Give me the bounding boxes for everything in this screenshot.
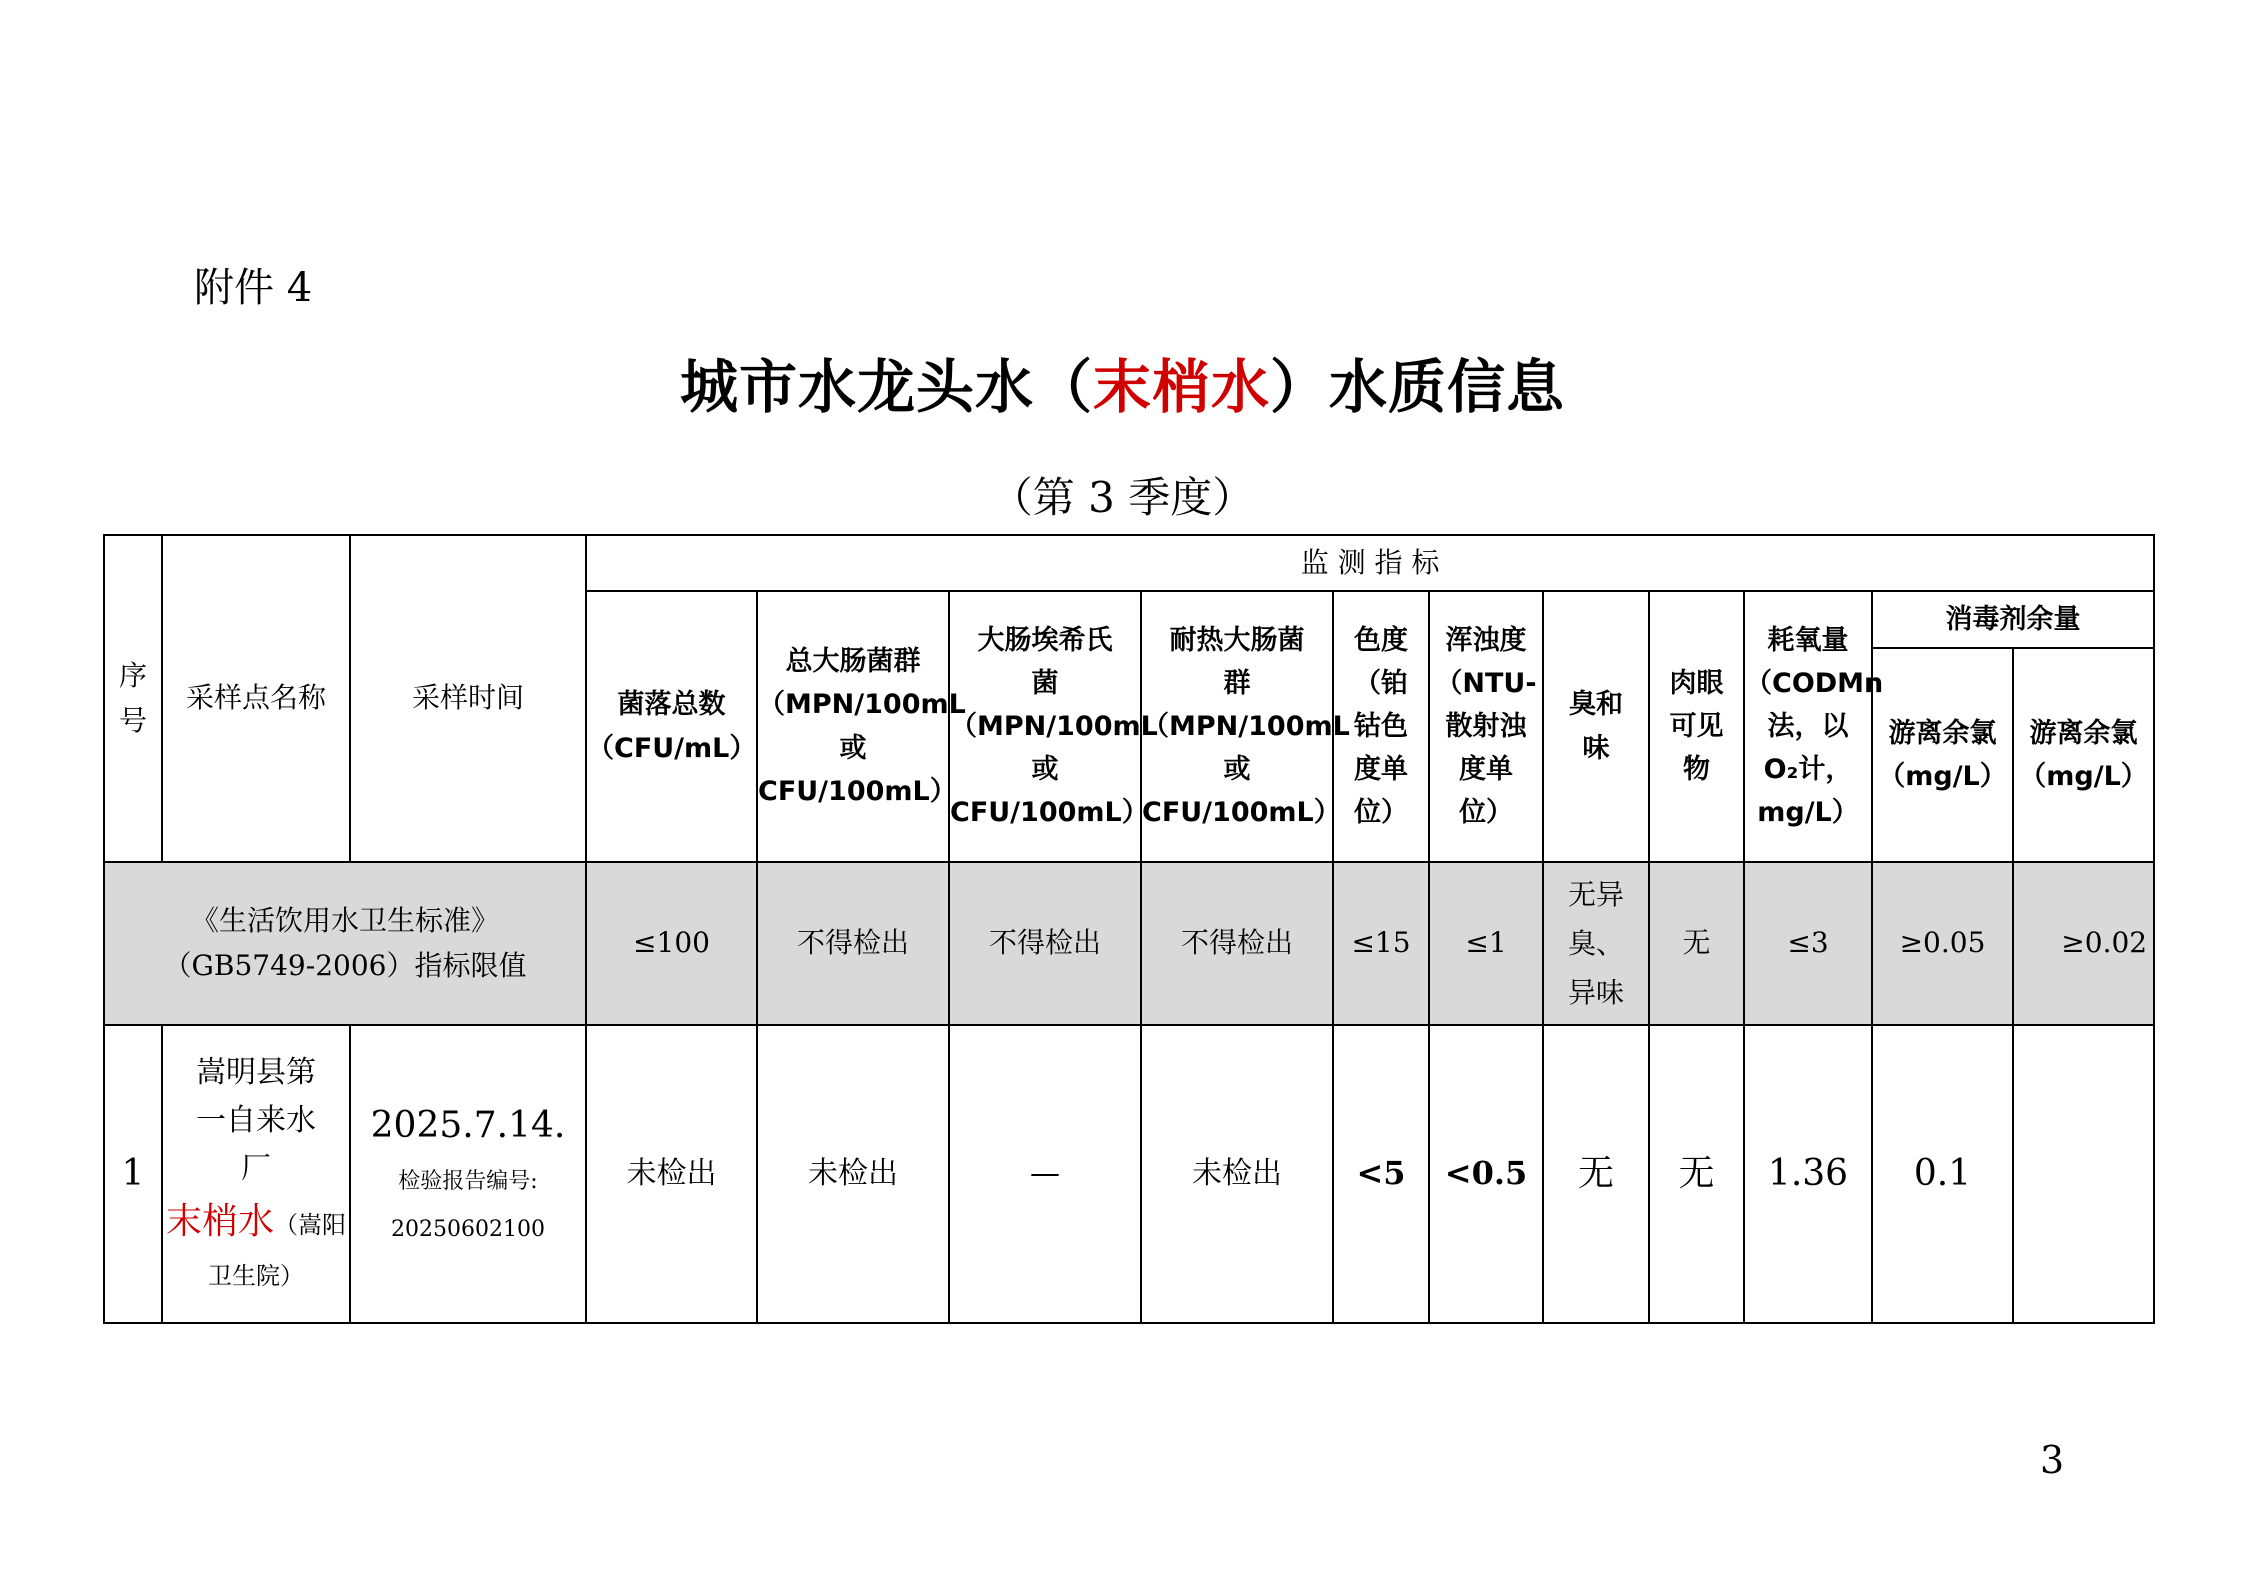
title-red-text: 末梢水 <box>1092 353 1270 421</box>
standard-value: 无异臭、异味 <box>1543 862 1649 1025</box>
row-value: — <box>949 1025 1141 1323</box>
row-site: 嵩明县第 一自来水 厂 末梢水（嵩阳卫生院） <box>162 1025 350 1323</box>
standard-value: 无 <box>1649 862 1744 1025</box>
standard-label: 《生活饮用水卫生标准》 （GB5749-2006）指标限值 <box>104 862 586 1025</box>
standard-value: ≤15 <box>1333 862 1429 1025</box>
standard-value: ≥0.02 <box>2013 862 2154 1025</box>
header-odor-taste: 臭和 味 <box>1543 591 1649 862</box>
header-disinfectant-group: 消毒剂余量 <box>1872 591 2154 648</box>
row-seq: 1 <box>104 1025 162 1323</box>
header-ecoli: 大肠埃希氏 菌 （MPN/100mL 或 CFU/100mL） <box>949 591 1141 862</box>
row-time: 2025.7.14. 检验报告编号: 20250602100 <box>350 1025 586 1323</box>
standard-value: ≥0.05 <box>1872 862 2013 1025</box>
header-seq: 序 号 <box>104 535 162 862</box>
standard-value: ≤3 <box>1744 862 1872 1025</box>
title-part1: 城市水龙头水（ <box>679 353 1093 421</box>
row-value: <5 <box>1333 1025 1429 1323</box>
row-value: 未检出 <box>1141 1025 1333 1323</box>
header-color: 色度 （铂 钴色 度单 位） <box>1333 591 1429 862</box>
standard-value: 不得检出 <box>1141 862 1333 1025</box>
header-turbidity: 浑浊度 （NTU- 散射浊 度单 位） <box>1429 591 1543 862</box>
header-total-colonies: 菌落总数 （CFU/mL） <box>586 591 757 862</box>
site-note: （嵩阳卫生院） <box>208 1211 346 1290</box>
row-value: 无 <box>1649 1025 1744 1323</box>
standard-value: ≤100 <box>586 862 757 1025</box>
header-free-chlorine-2: 游离余氯 （mg/L） <box>2013 648 2154 862</box>
row-value: 0.1 <box>1872 1025 2013 1323</box>
page-title <box>0 340 2245 424</box>
page-number: 3 <box>2040 1438 2065 1482</box>
header-total-coliforms: 总大肠菌群 （MPN/100mL 或 CFU/100mL） <box>757 591 949 862</box>
row-value: 未检出 <box>586 1025 757 1323</box>
attachment-label: 附件 4 <box>194 265 313 311</box>
row-value: 无 <box>1543 1025 1649 1323</box>
row-value: 未检出 <box>757 1025 949 1323</box>
header-time: 采样时间 <box>350 535 586 862</box>
header-free-chlorine-1: 游离余氯 （mg/L） <box>1872 648 2013 862</box>
row-value: <0.5 <box>1429 1025 1543 1323</box>
row-value: 1.36 <box>1744 1025 1872 1323</box>
title-part2: ）水质信息 <box>1270 353 1566 421</box>
header-site: 采样点名称 <box>162 535 350 862</box>
water-quality-table <box>103 534 2155 1324</box>
standard-value: 不得检出 <box>757 862 949 1025</box>
standard-value: ≤1 <box>1429 862 1543 1025</box>
standard-value: 不得检出 <box>949 862 1141 1025</box>
header-visible-matter: 肉眼 可见 物 <box>1649 591 1744 862</box>
row-value <box>2013 1025 2154 1323</box>
header-thermotolerant-coliforms: 耐热大肠菌 群 （MPN/100mL 或 CFU/100mL） <box>1141 591 1333 862</box>
header-group-indicators: 监 测 指 标 <box>586 535 2154 591</box>
header-oxygen-consumption: 耗氧量 （CODMn 法，以 O₂计， mg/L） <box>1744 591 1872 862</box>
page-subtitle: （第 3 季度） <box>990 473 1255 522</box>
site-red-text: 末梢水 <box>165 1201 274 1243</box>
